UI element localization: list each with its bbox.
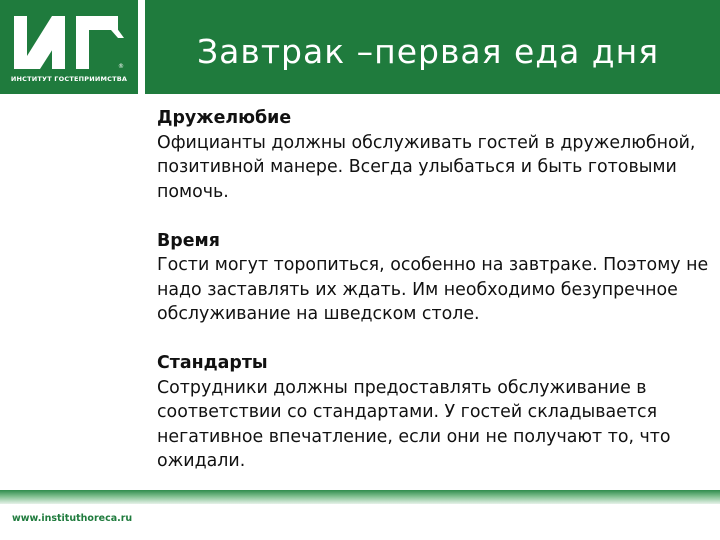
website-link[interactable]: www.instituthoreca.ru — [12, 513, 133, 524]
section-time — [157, 229, 717, 327]
section-friendliness — [157, 106, 717, 204]
content-body — [157, 106, 717, 498]
section-text: Сотрудники должны предоставлять обслуживание в соответствии со стандартами. У гостей складывается негативное впечатление, если они не получают то, что ожидали. — [157, 377, 671, 471]
section-standards — [157, 351, 717, 474]
logo-caption: ИНСТИТУТ ГОСТЕПРИИМСТВА — [10, 75, 128, 83]
page-title: Завтрак –первая еда дня — [197, 32, 660, 71]
section-title: Дружелюбие — [157, 108, 292, 128]
section-text: Гости могут торопиться, особенно на завтраке. Поэтому не надо заставлять их ждать. Им необходимо безупречное обслуживание на шведском столе. — [157, 255, 709, 324]
header-bar — [145, 0, 720, 94]
section-title: Стандарты — [157, 353, 268, 373]
footer-divider — [0, 490, 720, 504]
brand-logo — [0, 0, 138, 94]
registered-mark: ® — [118, 63, 124, 70]
section-title: Время — [157, 230, 220, 251]
section-text: Официанты должны обслуживать гостей в дружелюбной, позитивной манере. Всегда улыбаться и быть готовыми помочь. — [157, 132, 696, 202]
